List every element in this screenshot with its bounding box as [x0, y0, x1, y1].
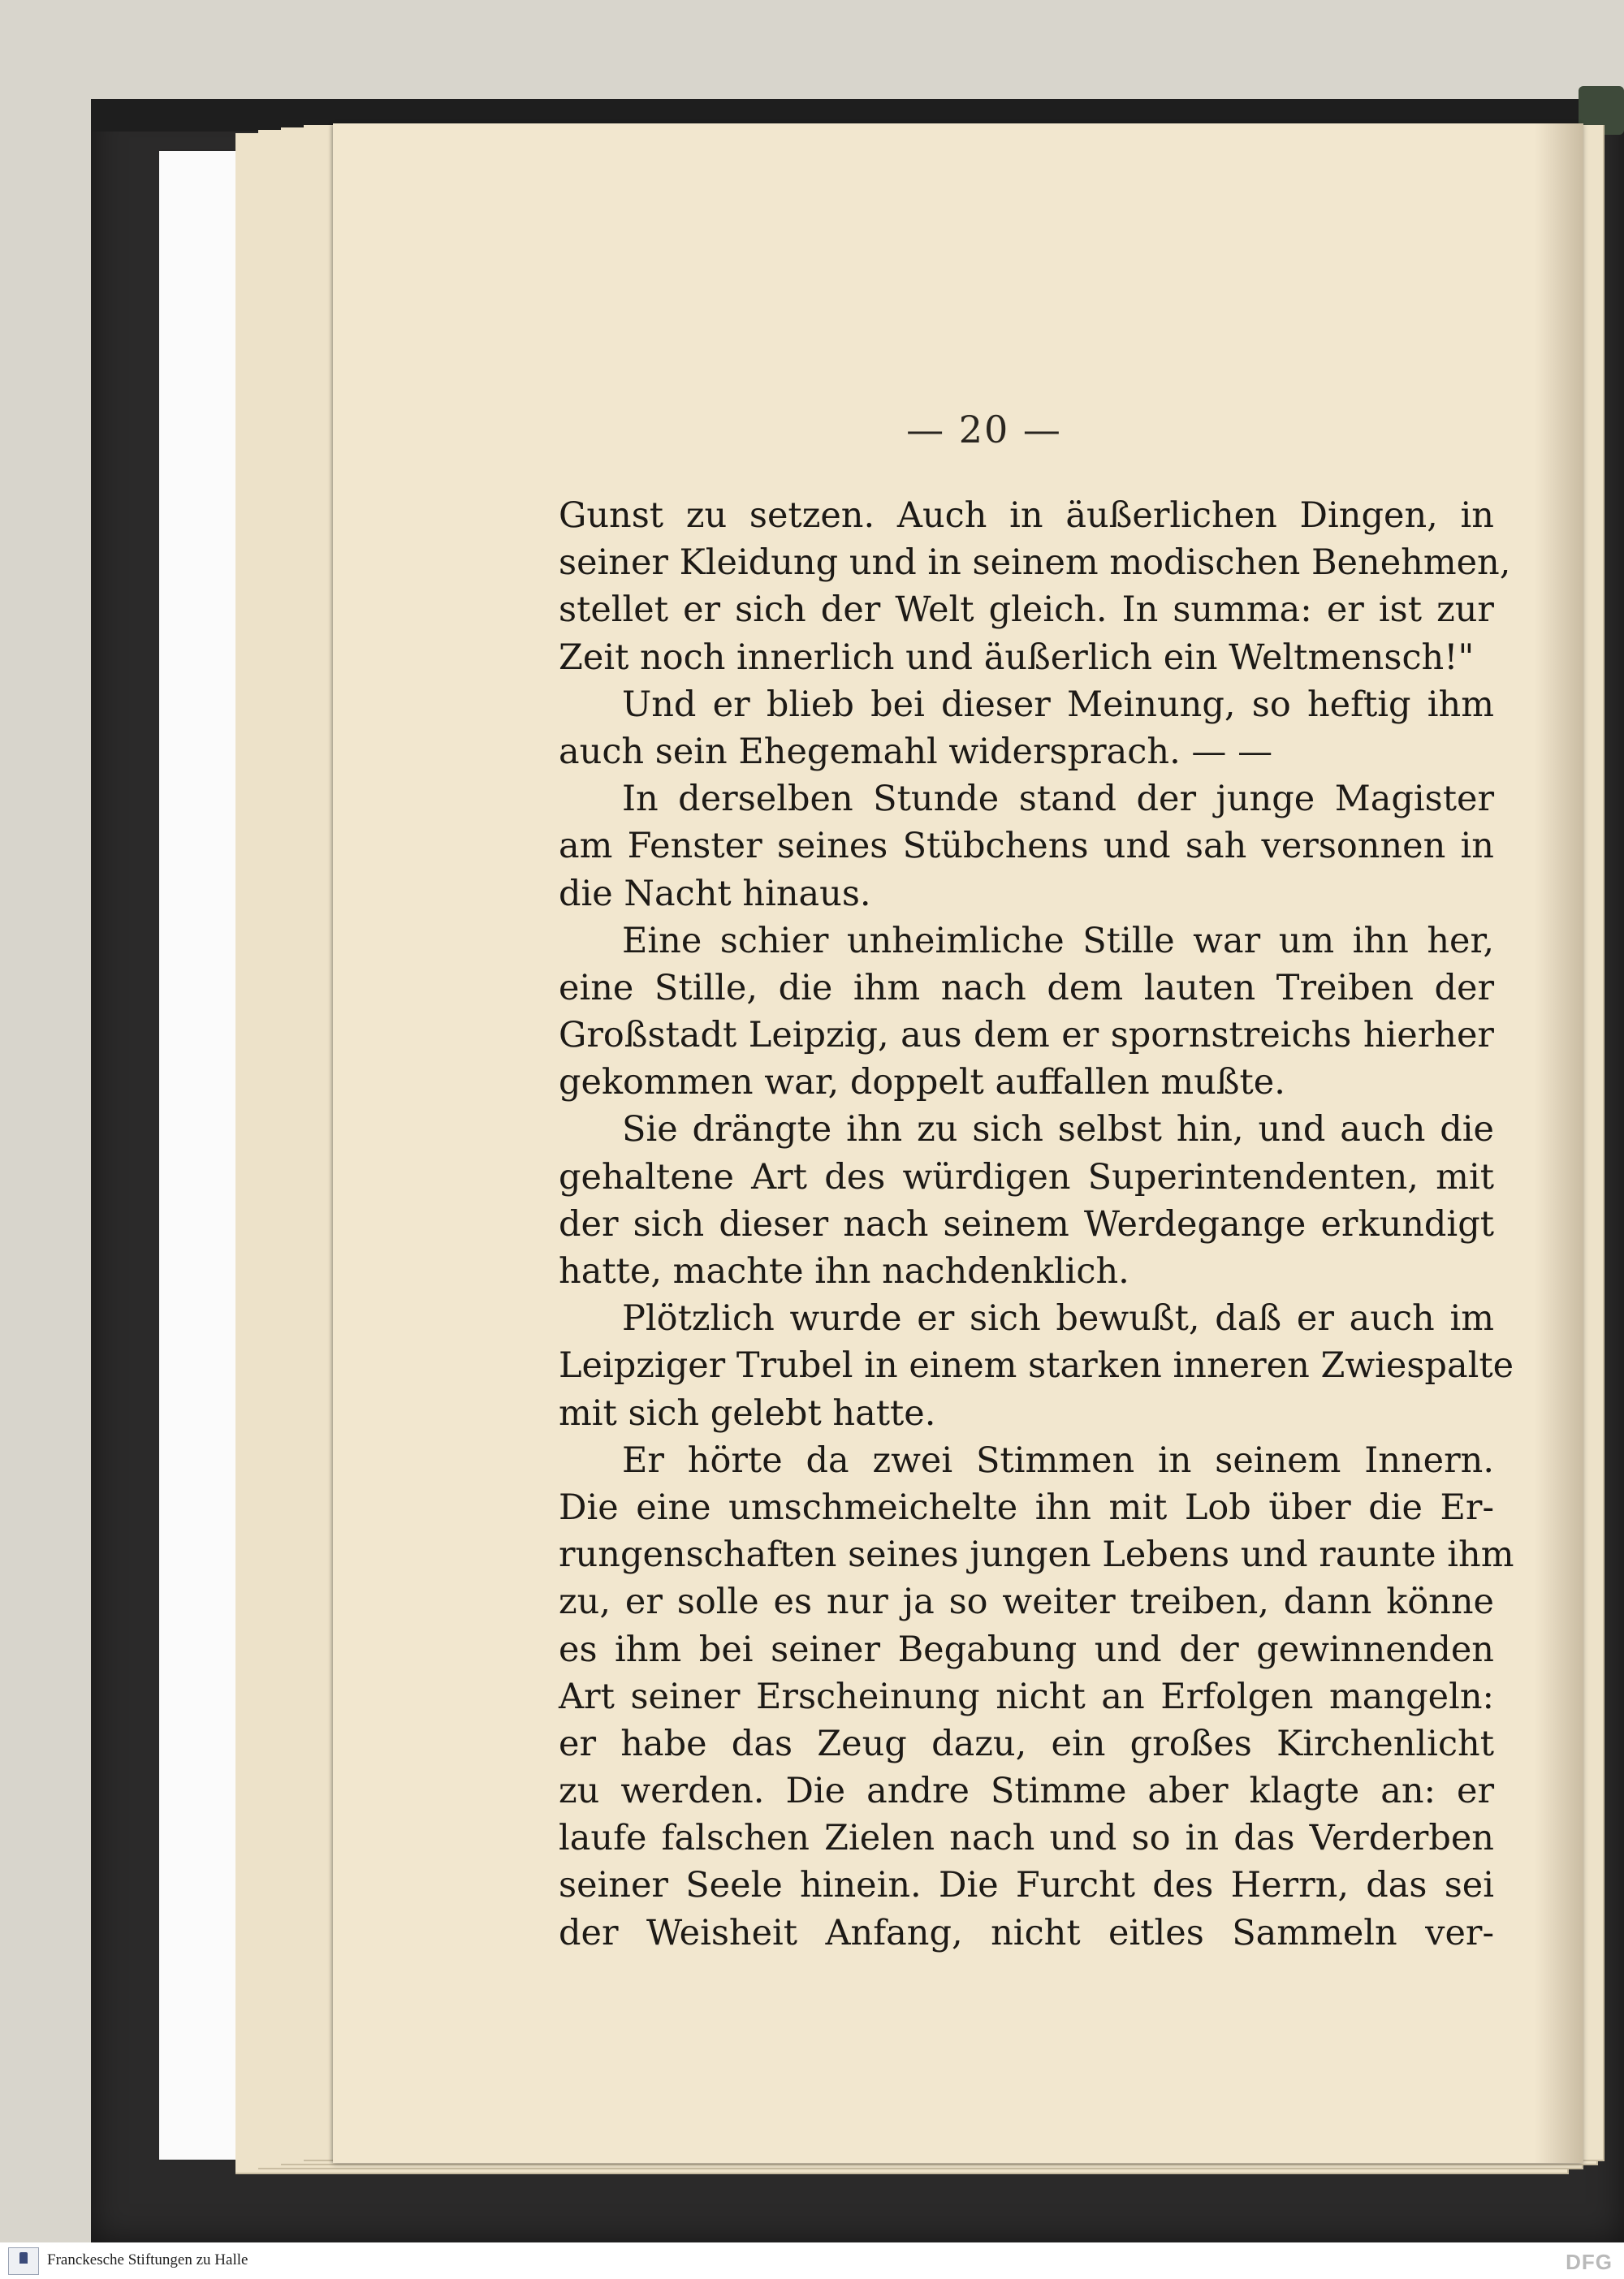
text-line: es ihm bei seiner Begabung und der gewinnenden [559, 1629, 1494, 1670]
book-page [333, 123, 1583, 2163]
text-line: Leipziger Trubel in einem starken inneren Zwiespalte [559, 1345, 1514, 1387]
text-line: am Fenster seines Stübchens und sah versonnen in [559, 826, 1494, 867]
text-line: zu werden. Die andre Stimme aber klagte an: er [559, 1771, 1494, 1812]
text-line: seiner Seele hinein. Die Furcht des Herrn, das sei [559, 1865, 1494, 1906]
text-line: Er hörte da zwei Stimmen in seinem Innern. [622, 1439, 1494, 1481]
text-line: seiner Kleidung und in seinem modischen Benehmen, [559, 542, 1511, 584]
text-line: hatte, machte ihn nachdenklich. [559, 1251, 1129, 1292]
text-line: der Weisheit Anfang, nicht eitles Sammeln ver- [559, 1912, 1494, 1953]
institution-logo-icon [8, 2247, 39, 2275]
viewer-footer [0, 2242, 1624, 2279]
text-line: In derselben Stunde stand der junge Magister [622, 779, 1494, 820]
text-line: Sie drängte ihn zu sich selbst hin, und auch die [622, 1109, 1494, 1150]
text-line: zu, er solle es nur ja so weiter treiben, dann könne [559, 1582, 1494, 1623]
text-line: eine Stille, die ihm nach dem lauten Treiben der [559, 967, 1494, 1008]
text-line: Plötzlich wurde er sich bewußt, daß er auch im [622, 1298, 1494, 1340]
institution-name: Franckesche Stiftungen zu Halle [47, 2251, 248, 2268]
text-line: Zeit noch innerlich und äußerlich ein Weltmensch!" [559, 637, 1475, 678]
text-line: laufe falschen Zielen nach und so in das Verderben [559, 1818, 1494, 1859]
text-line: auch sein Ehegemahl widersprach. — — [559, 731, 1273, 772]
text-line: gehaltene Art des würdigen Superintendenten, mit [559, 1156, 1494, 1198]
text-line: gekommen war, doppelt auffallen mußte. [559, 1062, 1285, 1103]
text-line: rungenschaften seines jungen Lebens und raunte ihm [559, 1534, 1514, 1576]
text-line: mit sich gelebt hatte. [559, 1392, 936, 1434]
text-line: Großstadt Leipzig, aus dem er spornstreichs hierher [559, 1015, 1494, 1056]
text-line: Und er blieb bei dieser Meinung, so heftig ihm [622, 684, 1494, 725]
text-line: er habe das Zeug dazu, ein großes Kirchenlicht [559, 1723, 1494, 1764]
text-line: Die eine umschmeichelte ihn mit Lob über die Er- [559, 1487, 1494, 1528]
text-line: Gunst zu setzen. Auch in äußerlichen Dingen, in [559, 495, 1494, 536]
page-number: — 20 — [906, 408, 1062, 451]
text-line: Art seiner Erscheinung nicht an Erfolgen mangeln: [559, 1676, 1494, 1717]
text-line: Eine schier unheimliche Stille war um ihn her, [622, 920, 1494, 961]
text-line: der sich dieser nach seinem Werdegange erkundigt [559, 1203, 1494, 1245]
dfg-badge: DFG [1566, 2250, 1613, 2274]
text-line: stellet er sich der Welt gleich. In summa: er ist zur [559, 589, 1494, 631]
body-text [559, 492, 1514, 1957]
text-line: die Nacht hinaus. [559, 873, 871, 914]
